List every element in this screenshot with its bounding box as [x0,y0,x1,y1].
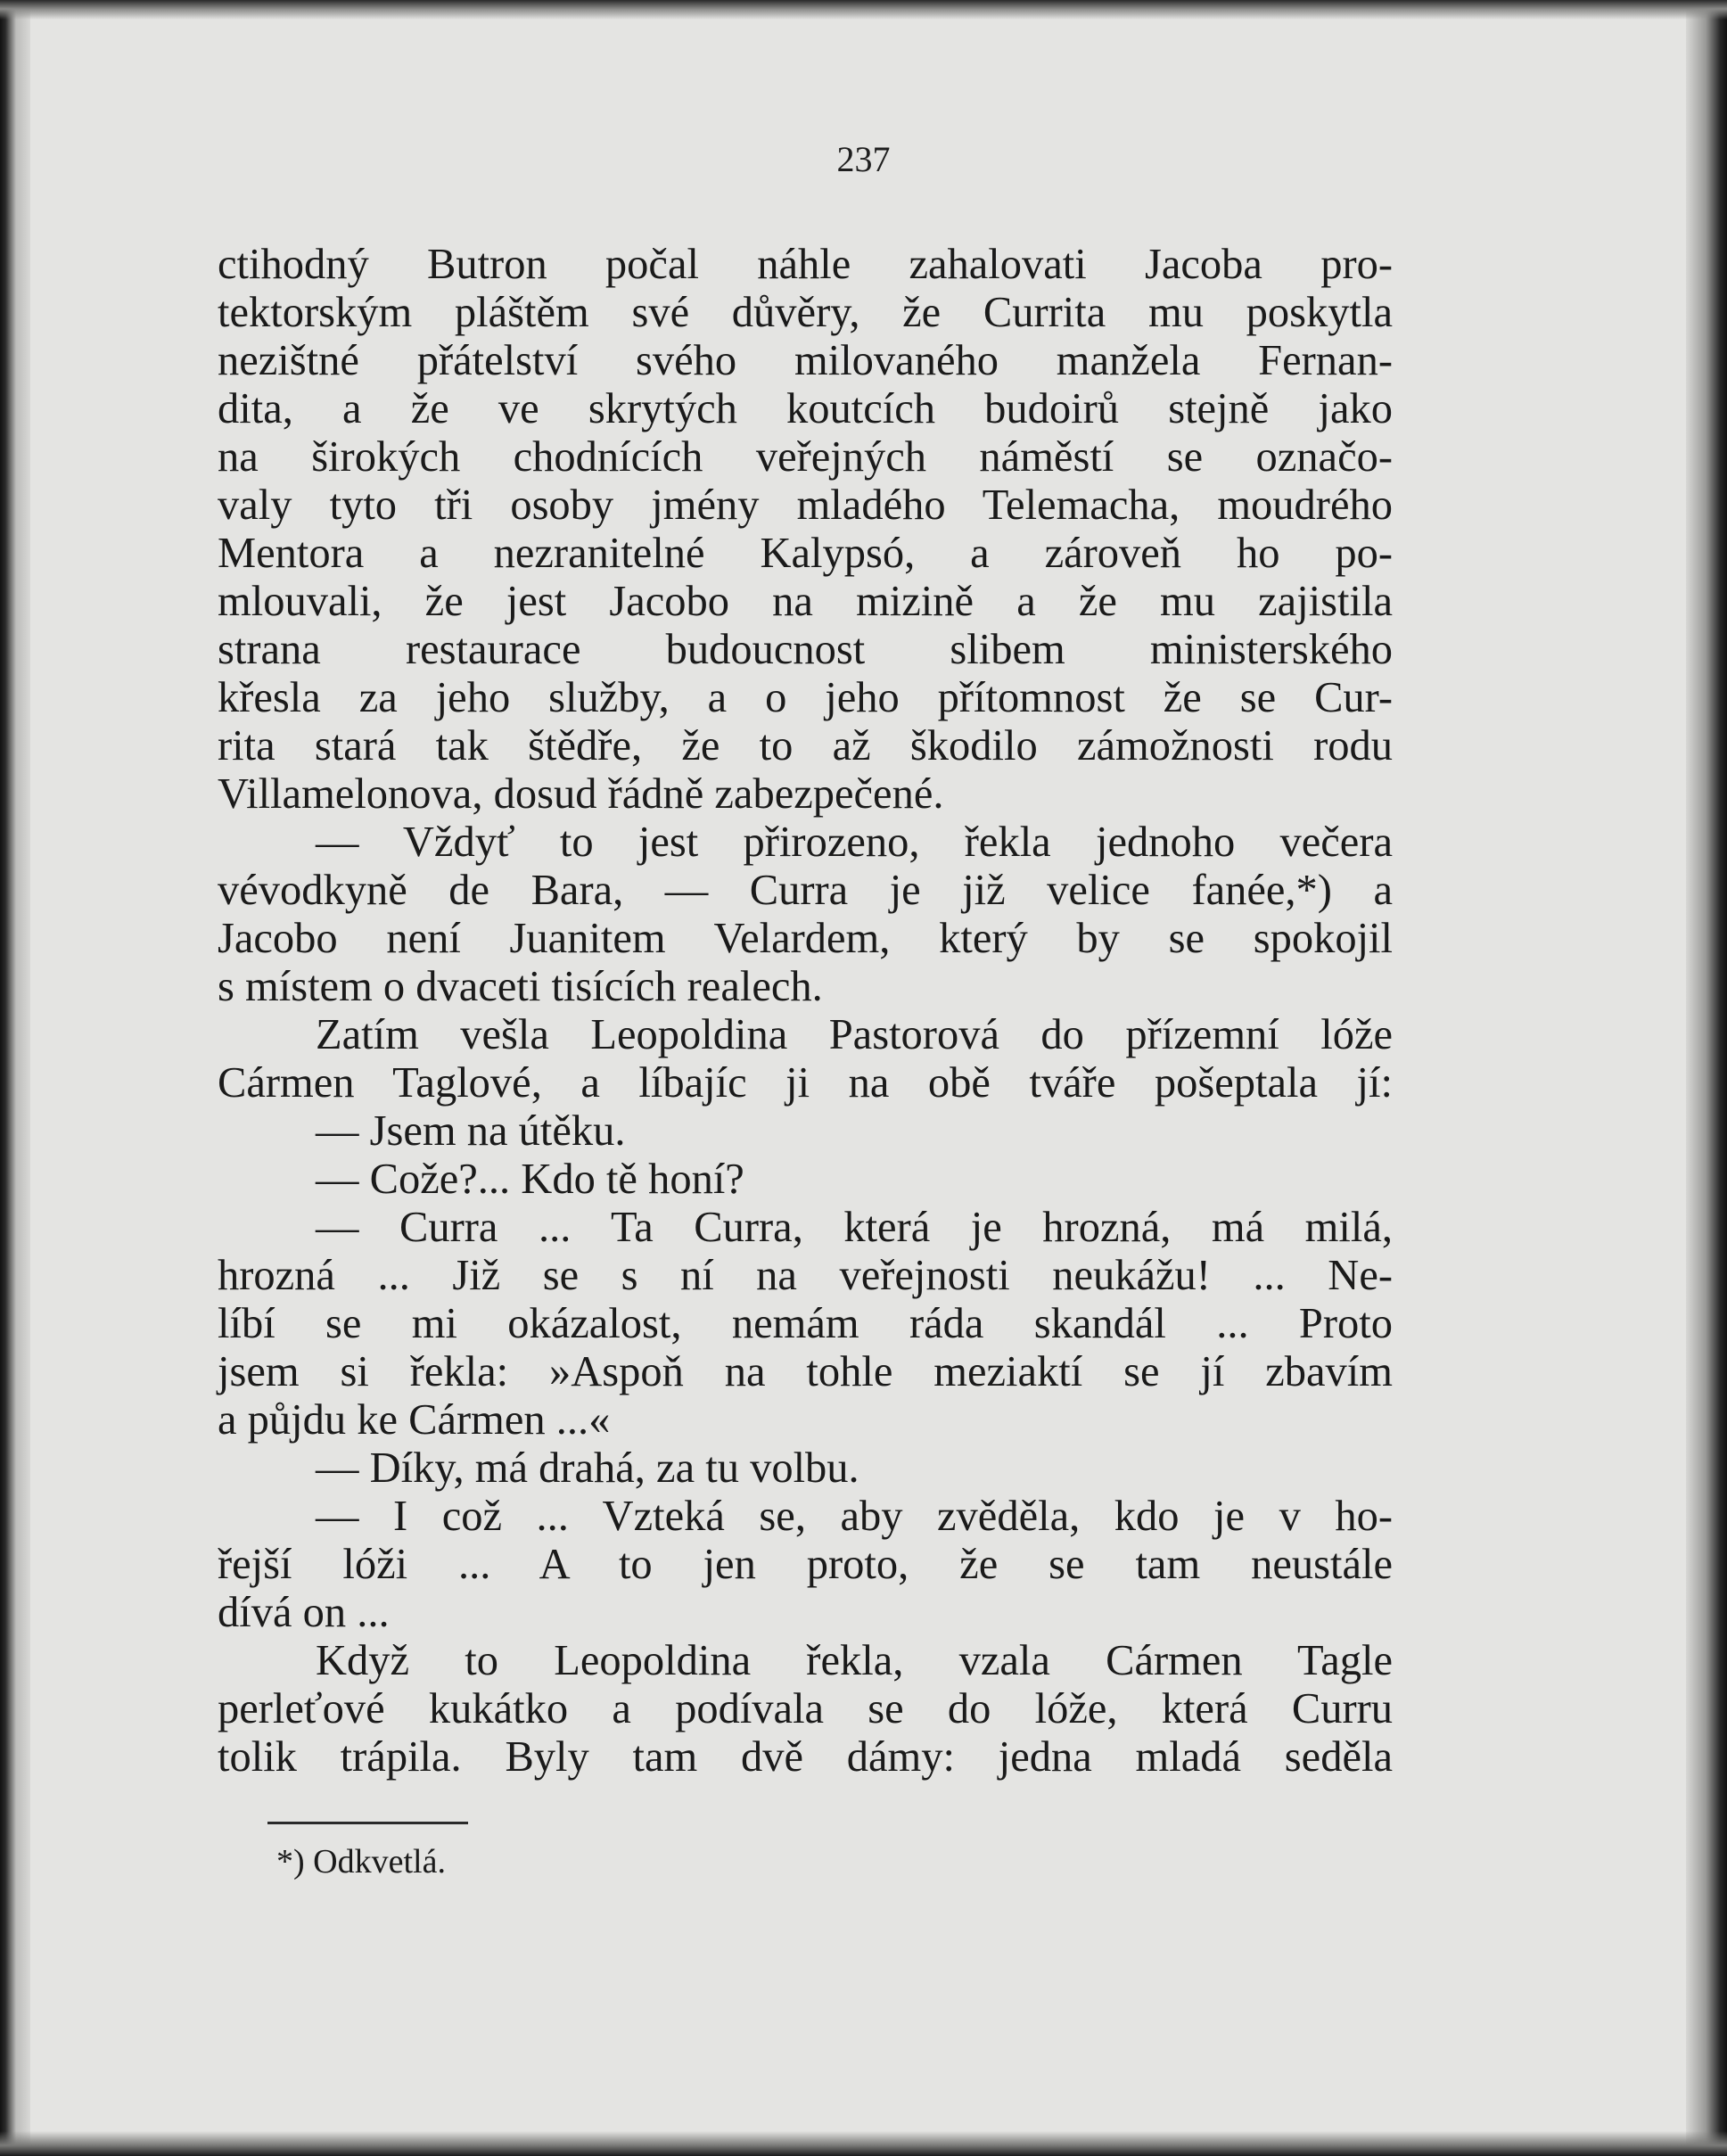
text-line: Mentora a nezranitelné Kalypsó, a zároveň ho po- [218,530,1393,577]
text-line: Zatím vešla Leopoldina Pastorová do přízemní lóže [316,1011,1393,1058]
footnote: *) Odkvetlá. [276,1843,446,1880]
page-top-edge [0,0,1727,20]
text-line: Jacobo není Juanitem Velardem, který by se spokojil [218,915,1393,962]
text-line: dívá on ... [218,1589,390,1636]
page-spine-shadow [0,0,30,2156]
text-line: líbí se mi okázalost, nemám ráda skandál ... Proto [218,1300,1393,1347]
text-line: hrozná ... Již se s ní na veřejnosti neukážu! ... Ne- [218,1252,1393,1299]
text-line: křesla za jeho služby, a o jeho přítomnost že se Cur- [218,674,1393,721]
text-line: řejší lóži ... A to jen proto, že se tam neustále [218,1541,1393,1588]
text-line: tolik trápila. Byly tam dvě dámy: jedna mladá seděla [218,1733,1393,1781]
text-line: Když to Leopoldina řekla, vzala Cármen Tagle [316,1637,1393,1684]
text-line: perleťové kukátko a podívala se do lóže, která Curru [218,1685,1393,1732]
text-line: — Curra ... Ta Curra, která je hrozná, má milá, [316,1204,1393,1251]
page-number: 237 [836,139,891,179]
text-line: Cármen Taglové, a líbajíc ji na obě tváře pošeptala jí: [218,1059,1393,1107]
text-line: — Cože?... Kdo tě honí? [316,1156,744,1203]
text-line: na širokých chodnících veřejných náměstí se označo- [218,433,1393,481]
text-line: — Díky, má drahá, za tu volbu. [316,1444,859,1492]
text-line: strana restaurace budoucnost slibem ministerského [218,626,1393,673]
text-line: ctihodný Butron počal náhle zahalovati Jacoba pro- [218,241,1393,288]
text-line: valy tyto tři osoby jmény mladého Telemacha, moudrého [218,481,1393,529]
text-line: s místem o dvaceti tisících realech. [218,963,823,1010]
page-right-edge [1686,0,1727,2156]
page-bottom-edge [0,2131,1727,2156]
text-line: tektorským pláštěm své důvěry, že Currita mu poskytla [218,289,1393,336]
footnote-divider [267,1822,468,1824]
text-line: a půjdu ke Cármen ...« [218,1396,611,1444]
text-line: nezištné přátelství svého milovaného manžela Fernan- [218,337,1393,384]
text-line: vévodkyně de Bara, — Curra je již velice fanée,*) a [218,867,1393,914]
text-line: dita, a že ve skrytých koutcích budoirů stejně jako [218,385,1393,432]
text-line: mlouvali, že jest Jacobo na mizině a že mu zajistila [218,578,1393,625]
text-line: — I což ... Vzteká se, aby zvěděla, kdo je v ho- [316,1493,1393,1540]
text-line: jsem si řekla: »Aspoň na tohle meziaktí se jí zbavím [218,1348,1393,1395]
body-text [218,241,1393,1782]
text-line: — Vždyť to jest přirozeno, řekla jednoho večera [316,819,1393,866]
text-line: — Jsem na útěku. [316,1107,626,1155]
text-line: Villamelonova, dosud řádně zabezpečené. [218,770,944,818]
text-line: rita stará tak štědře, že to až škodilo zámožnosti rodu [218,722,1393,769]
